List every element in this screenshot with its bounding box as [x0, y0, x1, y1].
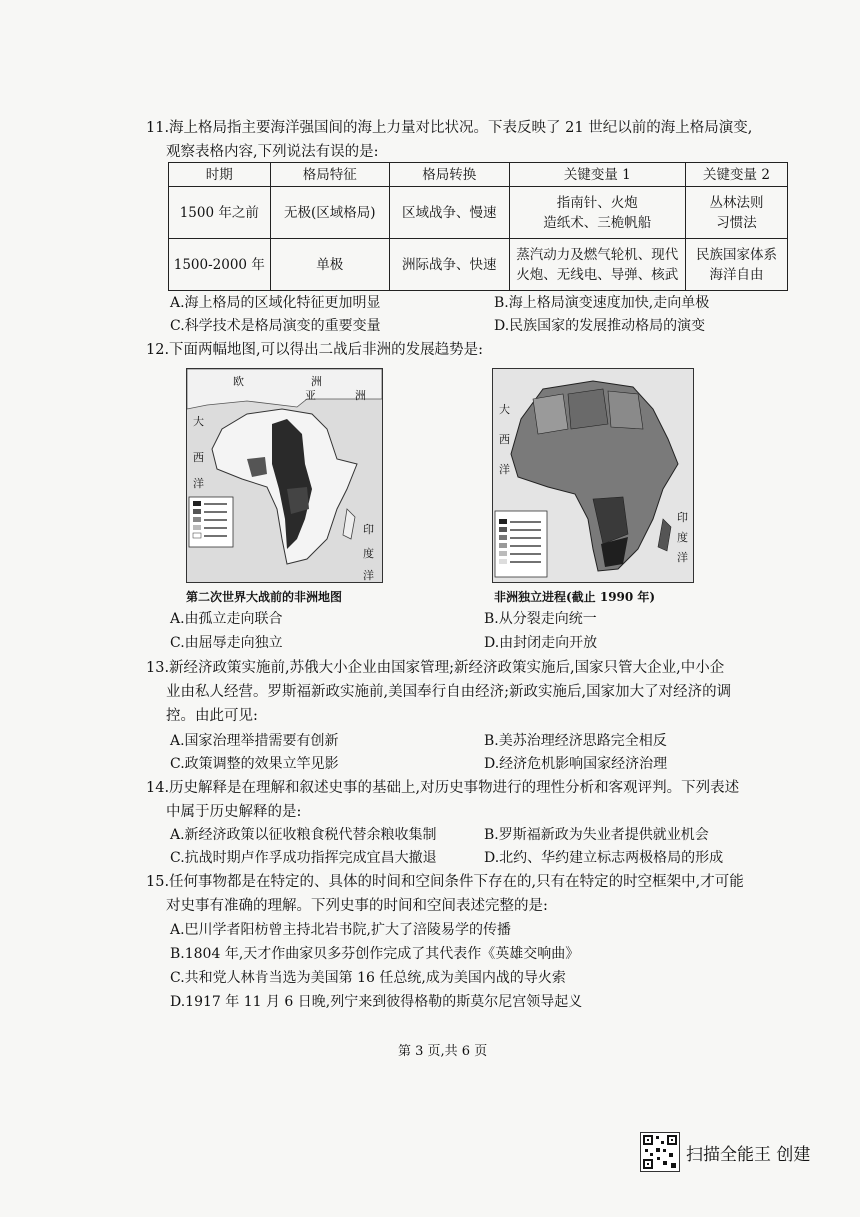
table-header-row: [169, 163, 788, 187]
q12-option-a: A.由孤立走向联合: [170, 611, 283, 627]
q15-option-a: A.巴川学者阳枋曾主持北岩书院,扩大了涪陵易学的传播: [170, 922, 512, 938]
q15-stem-line1: 15.任何事物都是在特定的、具体的时间和空间条件下存在的,只有在特定的时空框架中,才可能: [146, 874, 744, 890]
q11-table: [168, 162, 788, 291]
q13-option-d: D.经济危机影响国家经济治理: [484, 756, 668, 772]
map1-label: 欧: [233, 375, 244, 388]
table-cell: 丛林法则 习惯法: [685, 187, 787, 239]
map2-label: 洋: [499, 463, 510, 476]
table-header-cell: 格局特征: [270, 163, 389, 187]
table-header-cell: 格局转换: [389, 163, 509, 187]
table-cell: 1500-2000 年: [169, 239, 271, 291]
q15-stem-line2: 对史事有准确的理解。下列史事的时间和空间表述完整的是:: [166, 898, 548, 914]
map1-label: 洋: [363, 569, 374, 582]
q14-option-b: B.罗斯福新政为失业者提供就业机会: [484, 827, 709, 843]
q12-option-d: D.由封闭走向开放: [484, 635, 598, 651]
scanner-watermark: 扫描全能王 创建: [686, 1145, 811, 1165]
map2-label: 度: [677, 531, 688, 544]
q11-stem-line2: 观察表格内容,下列说法有误的是:: [166, 144, 379, 160]
map1-label: 洲: [311, 375, 322, 388]
map1-label: 印: [363, 523, 374, 536]
map2-label: 洋: [677, 551, 688, 564]
africa-map-2-graphic: [493, 369, 693, 582]
page-number: 第 3 页,共 6 页: [398, 1044, 488, 1059]
table-cell: 1500 年之前: [169, 187, 271, 239]
q12-stem: 12.下面两幅地图,可以得出二战后非洲的发展趋势是:: [146, 342, 484, 358]
map2-caption: 非洲独立进程(截止 1990 年): [494, 590, 656, 604]
q12-option-c: C.由屈辱走向独立: [170, 635, 283, 651]
table-row: [169, 187, 788, 239]
table-row: [169, 239, 788, 291]
table-cell: 指南针、火炮 造纸术、三桅帆船: [509, 187, 685, 239]
map1-label: 度: [363, 547, 374, 560]
table-header-cell: 关键变量 1: [509, 163, 685, 187]
table-header-cell: 关键变量 2: [685, 163, 787, 187]
map1-label: 洲: [355, 389, 366, 402]
q14-stem-line2: 中属于历史解释的是:: [166, 804, 302, 820]
map1-label: 西: [193, 451, 204, 464]
q11-option-b: B.海上格局演变速度加快,走向单极: [494, 295, 710, 311]
table-cell: 单极: [270, 239, 389, 291]
map1-label: 亚: [305, 389, 316, 402]
q13-stem-line3: 控。由此可见:: [166, 708, 258, 724]
q12-option-b: B.从分裂走向统一: [484, 611, 597, 627]
map-africa-before-ww2: [186, 368, 383, 583]
africa-map-1-graphic: [187, 369, 382, 582]
q15-option-c: C.共和党人林肯当选为美国第 16 任总统,成为美国内战的导火索: [170, 970, 566, 986]
q14-stem-line1: 14.历史解释是在理解和叙述史事的基础上,对历史事物进行的理性分析和客观评判。下列表述: [146, 780, 740, 796]
map1-label: 洋: [193, 477, 204, 490]
q13-stem-line2: 业由私人经营。罗斯福新政实施前,美国奉行自由经济;新政实施后,国家加大了对经济的调: [166, 684, 732, 700]
q13-option-b: B.美苏治理经济思路完全相反: [484, 733, 667, 749]
map2-label: 西: [499, 433, 510, 446]
q13-option-a: A.国家治理举措需要有创新: [170, 733, 339, 749]
map-africa-independence: [492, 368, 694, 583]
q11-option-a: A.海上格局的区域化特征更加明显: [170, 295, 381, 311]
qr-code-icon: [640, 1132, 680, 1172]
table-cell: 无极(区域格局): [270, 187, 389, 239]
q11-stem-line1: 11.海上格局指主要海洋强国间的海上力量对比状况。下表反映了 21 世纪以前的海上格局演变,: [146, 120, 753, 136]
q13-stem-line1: 13.新经济政策实施前,苏俄大小企业由国家管理;新经济政策实施后,国家只管大企业,中小企: [146, 660, 725, 676]
table-cell: 蒸汽动力及燃气轮机、现代 火炮、无线电、导弹、核武: [509, 239, 685, 291]
q14-option-a: A.新经济政策以征收粮食税代替余粮收集制: [170, 827, 437, 843]
q14-option-c: C.抗战时期卢作孚成功指挥完成宜昌大撤退: [170, 850, 437, 866]
map1-caption: 第二次世界大战前的非洲地图: [186, 590, 343, 604]
q11-option-d: D.民族国家的发展推动格局的演变: [494, 318, 706, 334]
q13-option-c: C.政策调整的效果立竿见影: [170, 756, 339, 772]
map2-label: 印: [677, 511, 688, 524]
map2-label: 大: [499, 403, 510, 416]
q15-option-d: D.1917 年 11 月 6 日晚,列宁来到彼得格勒的斯莫尔尼宫领导起义: [170, 994, 583, 1010]
map1-label: 大: [193, 415, 204, 428]
table-header-cell: 时期: [169, 163, 271, 187]
q15-option-b: B.1804 年,天才作曲家贝多芬创作完成了其代表作《英雄交响曲》: [170, 946, 580, 962]
table-cell: 区域战争、慢速: [389, 187, 509, 239]
table-cell: 洲际战争、快速: [389, 239, 509, 291]
q11-option-c: C.科学技术是格局演变的重要变量: [170, 318, 381, 334]
table-cell: 民族国家体系 海洋自由: [685, 239, 787, 291]
q14-option-d: D.北约、华约建立标志两极格局的形成: [484, 850, 724, 866]
